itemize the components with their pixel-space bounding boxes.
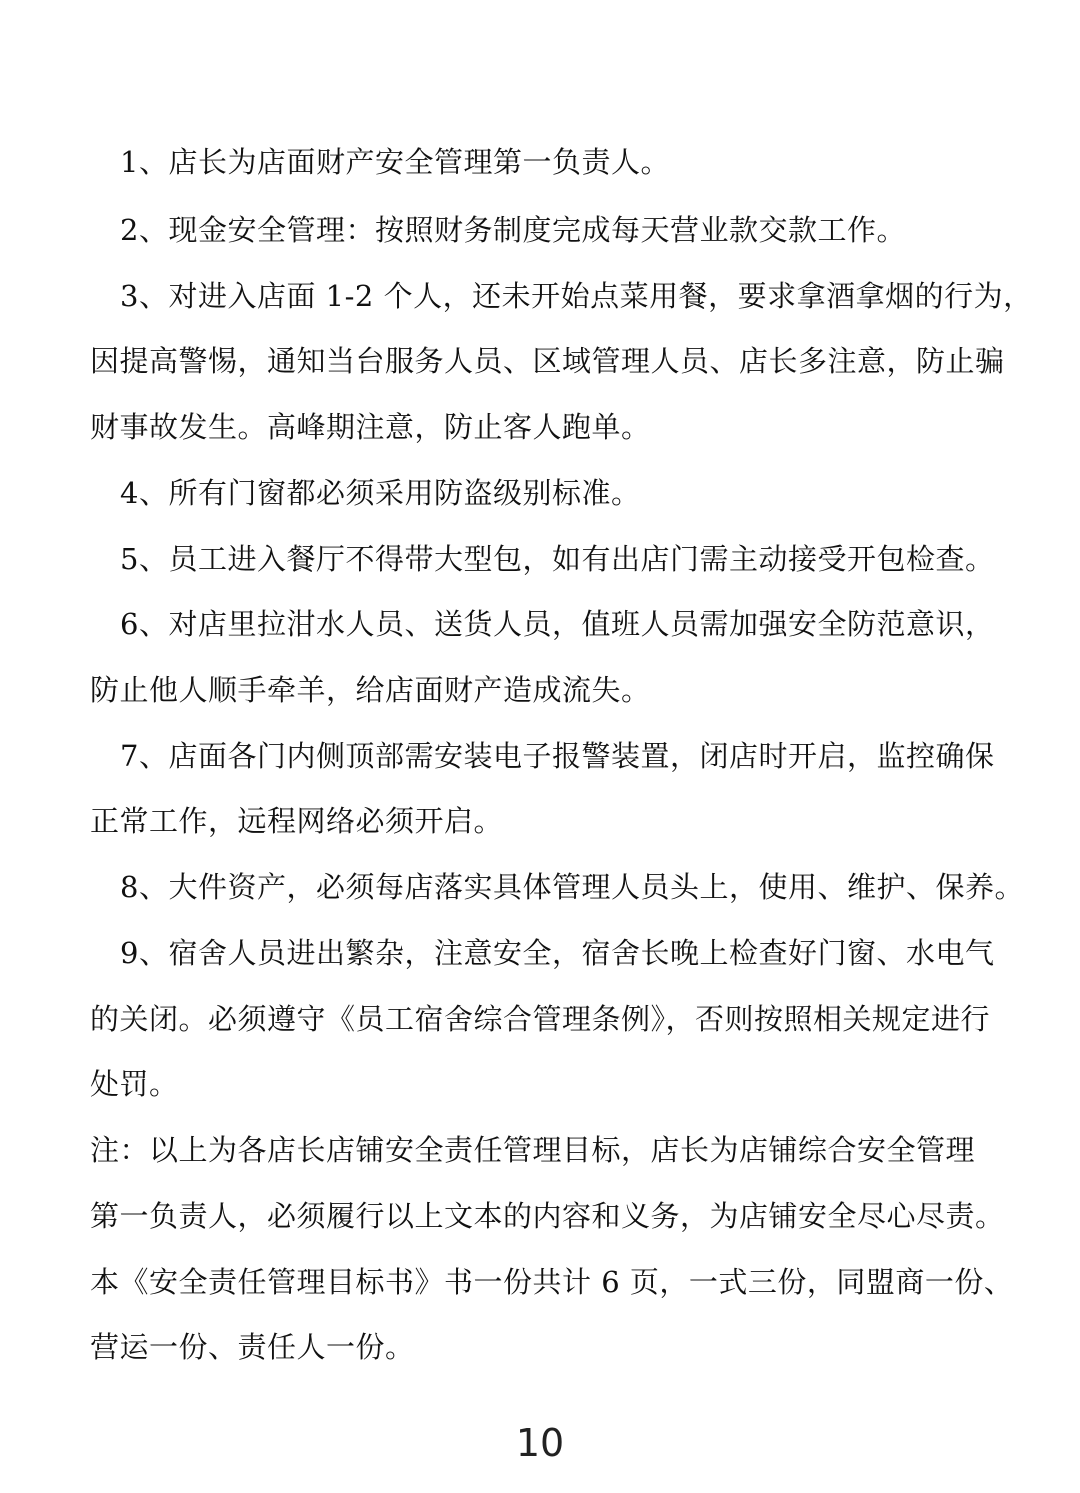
rule-3-line-2: 因提高警惕，通知当台服务人员、区域管理人员、店长多注意，防止骗 [90,344,1005,378]
rule-9-line-2: 的关闭。必须遵守《员工宿舍综合管理条例》，否则按照相关规定进行 [90,1002,991,1036]
rule-4-line: 4、所有门窗都必须采用防盗级别标准。 [120,476,641,510]
note-line-3: 本《安全责任管理目标书》书一份共计 6 页，一式三份，同盟商一份、 [90,1265,1014,1299]
rule-9-line-3: 处罚。 [90,1067,179,1101]
rule-7-line-1: 7、店面各门内侧顶部需安装电子报警装置，闭店时开启，监控确保 [120,739,995,773]
rule-5-line: 5、员工进入餐厅不得带大型包，如有出店门需主动接受开包检查。 [120,542,995,576]
rule-2-line: 2、现金安全管理：按照财务制度完成每天营业款交款工作。 [120,213,906,247]
note-line-2: 第一负责人，必须履行以上文本的内容和义务，为店铺安全尽心尽责。 [90,1199,1005,1233]
page-number: 10 [515,1421,565,1465]
note-line-4: 营运一份、责任人一份。 [90,1330,415,1364]
rule-7-line-2: 正常工作，远程网络必须开启。 [90,804,504,838]
rule-9-line-1: 9、宿舍人员进出繁杂，注意安全，宿舍长晚上检查好门窗、水电气 [120,936,995,970]
rule-6-line-2: 防止他人顺手牵羊，给店面财产造成流失。 [90,673,651,707]
rule-6-line-1: 6、对店里拉泔水人员、送货人员，值班人员需加强安全防范意识， [120,607,995,641]
rule-8-line: 8、大件资产，必须每店落实具体管理人员头上，使用、维护、保养。 [120,870,1024,904]
rule-3-line-1: 3、对进入店面 1-2 个人，还未开始点菜用餐，要求拿酒拿烟的行为， [120,279,1033,313]
rule-3-line-3: 财事故发生。高峰期注意，防止客人跑单。 [90,410,651,444]
rule-1-line: 1、店长为店面财产安全管理第一负责人。 [120,145,670,179]
note-line-1: 注：以上为各店长店铺安全责任管理目标，店长为店铺综合安全管理 [90,1133,976,1167]
